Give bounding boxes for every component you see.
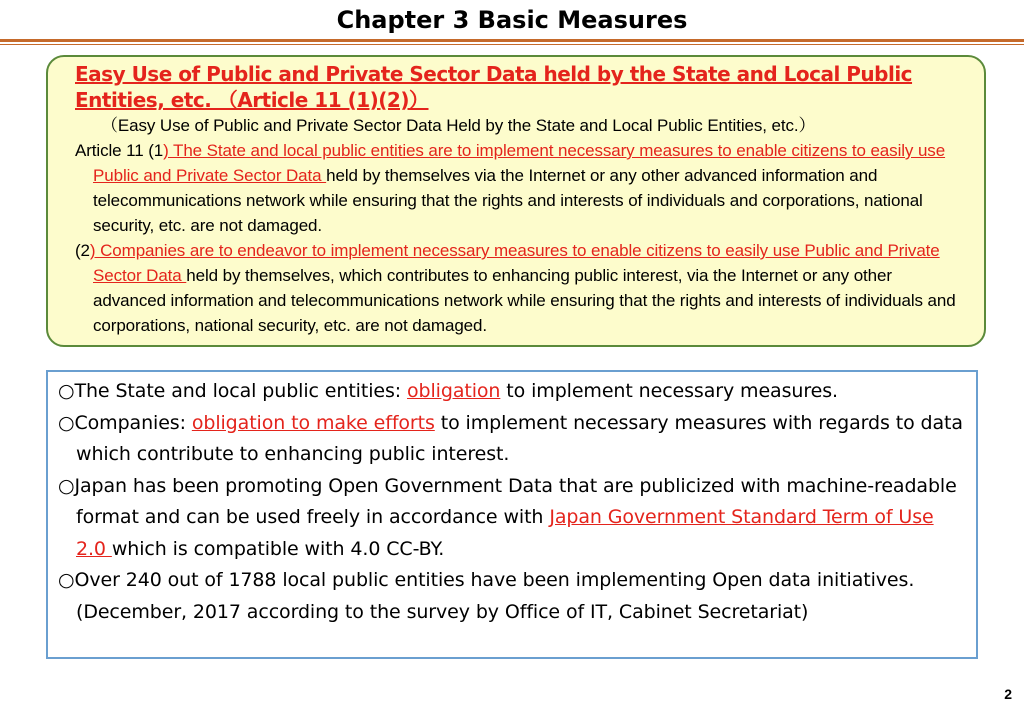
slide-title: Chapter 3 Basic Measures xyxy=(336,6,688,34)
bullet-circle-icon: ○ xyxy=(58,380,75,402)
article-11-box xyxy=(46,55,986,347)
paragraph-1-rest: held by themselves via the Internet or any other advanced information and telecommunications network while ensuring that the rights and interests of individuals and corporations, national security, etc. are not damaged. xyxy=(93,166,923,235)
note-item xyxy=(58,565,968,628)
paragraph-2-highlight: ) Companies are to endeavor to implement necessary measures to enable citizens to easily use Public and Private Sector Data xyxy=(89,241,940,285)
title-divider xyxy=(0,39,1024,42)
note-3-text: Japan has been promoting Open Government Data that are publicized with machine-readable format and can be used freely in accordance with xyxy=(74,474,957,528)
note-item xyxy=(58,376,968,408)
note-3-text-end: which is compatible with 4.0 CC-BY. xyxy=(111,537,445,560)
article-subheading: （Easy Use of Public and Private Sector Data Held by the State and Local Public Entities, etc.） xyxy=(101,116,816,135)
note-item xyxy=(58,408,968,471)
paragraph-2-prefix: (2 xyxy=(75,241,90,260)
note-1-text: The State and local public entities: xyxy=(74,380,408,402)
bullet-circle-icon: ○ xyxy=(58,411,75,434)
government-standard-terms-link[interactable]: Japan Government Standard Term of Use 2.0 xyxy=(76,506,934,560)
note-2-text: Companies: xyxy=(74,411,192,434)
note-2-text-end: to implement necessary measures with regards to data which contribute to enhancing public interest. xyxy=(76,411,963,465)
note-1-text-end: to implement necessary measures. xyxy=(500,380,838,402)
note-item xyxy=(58,471,968,566)
summary-notes-box xyxy=(46,370,978,659)
paragraph-2-rest: held by themselves, which contributes to enhancing public interest, via the Internet or any other advanced information and telecommunications network while ensuring that the rights and interests of individuals and corporations, national security, etc. are not damaged. xyxy=(93,266,956,335)
article-11-paragraph-1 xyxy=(75,138,956,238)
article-11-paragraph-2 xyxy=(75,238,956,338)
obligation-link[interactable]: obligation xyxy=(407,380,501,402)
page-number: 2 xyxy=(1004,686,1012,702)
article-heading: Easy Use of Public and Private Sector Data held by the State and Local Public Entities, etc. （Article 11 (1)(2)） xyxy=(75,62,913,112)
paragraph-1-prefix: Article 11 (1 xyxy=(75,141,164,160)
paragraph-1-highlight: ) The State and local public entities are to implement necessary measures to enable citizens to easily use Public and Private Sector Data xyxy=(93,141,946,185)
obligation-to-make-efforts-link[interactable]: obligation to make efforts xyxy=(191,411,435,434)
note-4-text: Over 240 out of 1788 local public entities have been implementing Open data initiatives. (December, 2017 according to the survey by Office of IT, Cabinet Secretariat) xyxy=(74,569,915,623)
bullet-circle-icon: ○ xyxy=(58,569,75,591)
bullet-circle-icon: ○ xyxy=(58,474,75,497)
title-divider-thin xyxy=(0,44,1024,45)
